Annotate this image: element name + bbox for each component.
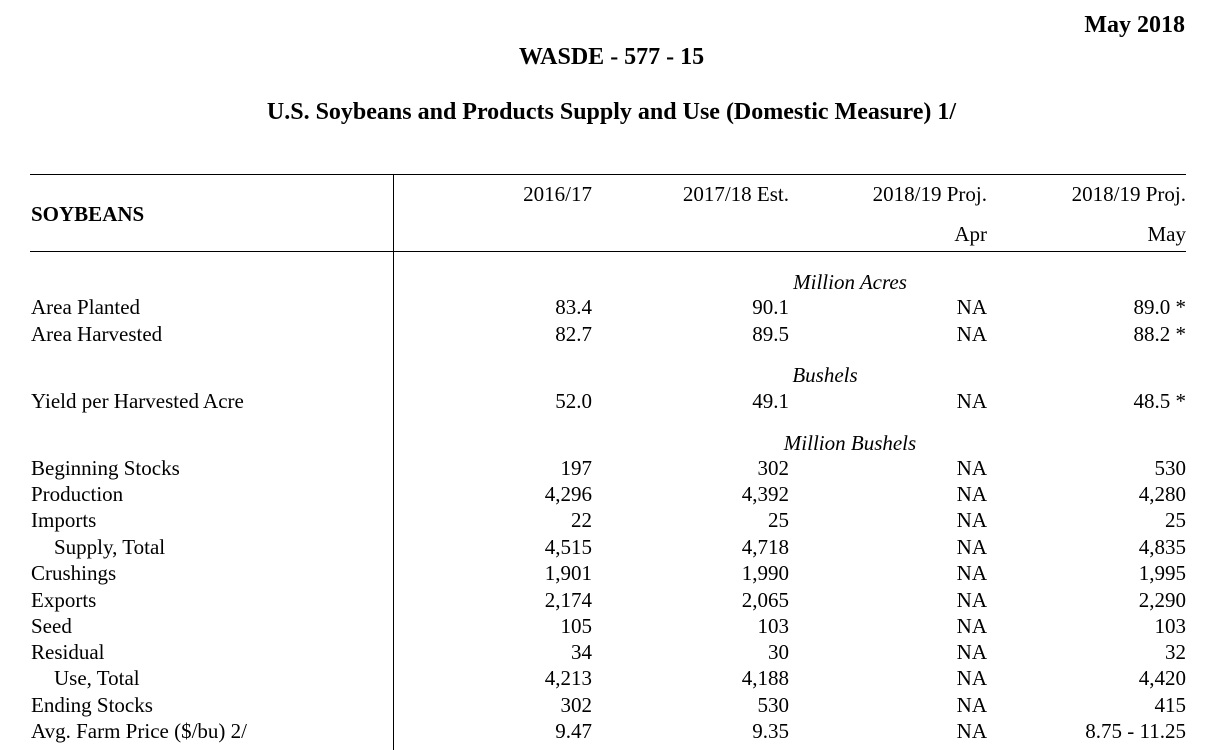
cell-2016-17: 302 [560,693,592,717]
cell-2018-19-apr: NA [956,508,987,532]
cell-2017-18: 1,990 [741,561,789,585]
cell-2018-19-apr: NA [956,666,987,690]
cell-2018-19-may: 32 [1165,640,1186,664]
row-label: Ending Stocks [31,693,153,717]
cell-2016-17: 22 [571,508,592,532]
column-header-2018-19-proj-may: 2018/19 Proj. [1071,182,1186,206]
cell-2018-19-may: 4,835 [1138,535,1186,559]
cell-2018-19-apr: NA [956,640,987,664]
column-subheader-may: May [1147,222,1186,246]
cell-2016-17: 197 [560,456,592,480]
cell-2017-18: 4,718 [741,535,789,559]
cell-2016-17: 4,296 [544,482,592,506]
cell-2016-17: 105 [560,614,592,638]
row-label: Exports [31,588,97,612]
cell-2017-18: 4,188 [741,666,789,690]
cell-2018-19-apr: NA [956,588,987,612]
row-label: Residual [31,640,105,664]
cell-2018-19-apr: NA [956,295,987,319]
column-header-2016-17: 2016/17 [523,182,592,206]
cell-2016-17: 4,213 [544,666,592,690]
unit-label-million-acres: Million Acres [793,270,907,294]
cell-2016-17: 4,515 [544,535,592,559]
cell-2018-19-apr: NA [956,719,987,743]
cell-2018-19-apr: NA [956,614,987,638]
cell-2018-19-apr: NA [956,482,987,506]
column-header-2018-19-proj-apr: 2018/19 Proj. [872,182,987,206]
row-label: Production [31,482,124,506]
row-label: Supply, Total [54,535,166,559]
cell-2018-19-apr: NA [956,389,987,413]
section-label-soybeans: SOYBEANS [31,202,145,226]
cell-2016-17: 34 [571,640,592,664]
report-title: U.S. Soybeans and Products Supply and Use (Domestic Measure) 1/ [266,99,957,125]
cell-2018-19-may: 4,280 [1138,482,1186,506]
table-top-rule [30,174,1186,175]
cell-2016-17: 83.4 [555,295,592,319]
cell-2018-19-apr: NA [956,456,987,480]
row-label: Area Harvested [31,322,163,346]
cell-2016-17: 52.0 [555,389,592,413]
cell-2018-19-may: 530 [1154,456,1186,480]
column-subheader-apr: Apr [954,222,987,246]
cell-2017-18: 4,392 [741,482,789,506]
cell-2017-18: 89.5 [752,322,789,346]
cell-2016-17: 2,174 [544,588,592,612]
table-header-rule [30,251,1186,252]
cell-2017-18: 302 [757,456,789,480]
cell-2018-19-may: 1,995 [1138,561,1186,585]
cell-2018-19-may: 4,420 [1138,666,1186,690]
cell-2018-19-apr: NA [956,535,987,559]
report-date: May 2018 [1084,12,1185,38]
row-label: Seed [31,614,72,638]
cell-2018-19-may: 2,290 [1138,588,1186,612]
cell-2018-19-may: 103 [1154,614,1186,638]
cell-2016-17: 1,901 [544,561,592,585]
cell-2018-19-may: 415 [1154,693,1186,717]
cell-2018-19-apr: NA [956,693,987,717]
row-label: Imports [31,508,97,532]
cell-2018-19-may: 88.2 * [1133,322,1186,346]
cell-2018-19-apr: NA [956,322,987,346]
cell-2016-17: 82.7 [555,322,592,346]
cell-2017-18: 30 [768,640,789,664]
cell-2017-18: 530 [757,693,789,717]
cell-2017-18: 90.1 [752,295,789,319]
cell-2017-18: 25 [768,508,789,532]
cell-2018-19-apr: NA [956,561,987,585]
row-label: Area Planted [31,295,141,319]
cell-2017-18: 9.35 [752,719,789,743]
cell-2018-19-may: 25 [1165,508,1186,532]
table-body-vertical-rule [393,174,394,750]
cell-2016-17: 9.47 [555,719,592,743]
row-label: Crushings [31,561,117,585]
unit-label-million-bushels: Million Bushels [783,431,917,455]
cell-2018-19-may: 8.75 - 11.25 [1085,719,1186,743]
cell-2017-18: 103 [757,614,789,638]
row-label: Use, Total [54,666,140,690]
unit-label-bushels: Bushels [792,363,858,387]
row-label: Yield per Harvested Acre [31,389,244,413]
row-label: Beginning Stocks [31,456,180,480]
cell-2018-19-may: 48.5 * [1133,389,1186,413]
cell-2017-18: 2,065 [741,588,789,612]
row-label: Avg. Farm Price ($/bu) 2/ [31,719,247,743]
cell-2018-19-may: 89.0 * [1133,295,1186,319]
cell-2017-18: 49.1 [752,389,789,413]
column-header-2017-18-est: 2017/18 Est. [682,182,789,206]
report-code: WASDE - 577 - 15 [518,44,705,70]
